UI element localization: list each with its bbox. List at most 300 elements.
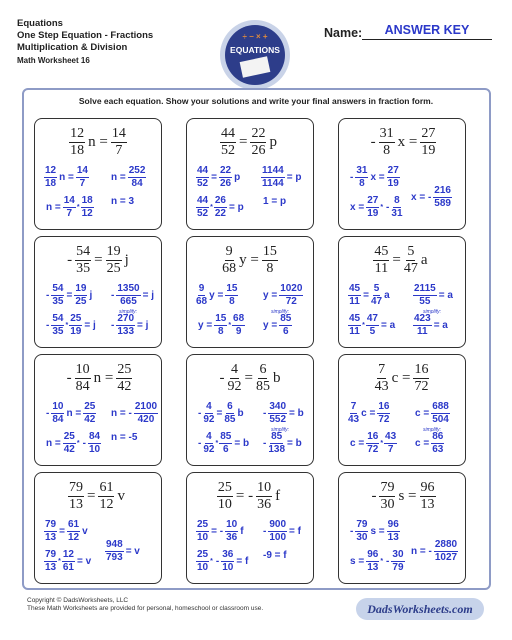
- equation-text: n =: [88, 134, 108, 150]
- usage-note: These Math Worksheets are provided for personal, homeschool or classroom use.: [27, 605, 264, 612]
- numerator: 12: [45, 165, 57, 176]
- denominator: 79: [392, 562, 404, 573]
- equation-text: c =: [415, 408, 430, 419]
- fraction: [214, 196, 227, 219]
- numerator: 15: [226, 283, 238, 294]
- denominator: 8: [383, 143, 391, 158]
- numerator: 4: [206, 401, 212, 412]
- solution-step: [413, 314, 450, 337]
- fraction: [225, 520, 238, 543]
- fraction: [433, 186, 452, 209]
- equation-text: = j: [137, 320, 149, 331]
- equation-text: =: [363, 290, 369, 301]
- fraction: [377, 402, 390, 425]
- equation-text: f: [275, 488, 281, 504]
- fraction: [221, 550, 234, 573]
- simplify-label: simplify:: [271, 427, 290, 433]
- denominator: 42: [117, 379, 132, 394]
- equation-text: -: [198, 438, 202, 449]
- fraction: [69, 127, 85, 158]
- logo-text: EQUATIONS: [230, 45, 280, 55]
- fraction: [44, 520, 57, 543]
- denominator: 13: [45, 562, 57, 573]
- denominator: 10: [197, 562, 209, 573]
- equation-text: s =: [398, 488, 417, 504]
- numerator: 31: [356, 165, 368, 176]
- solution-step: [109, 402, 158, 425]
- denominator: 6: [222, 444, 229, 455]
- denominator: 25: [106, 261, 121, 276]
- denominator: 13: [420, 497, 435, 512]
- numerator: 96: [367, 549, 379, 560]
- denominator: 11: [349, 326, 360, 337]
- numerator: 85: [271, 431, 283, 442]
- numerator: 948: [106, 539, 123, 550]
- denominator: 30: [380, 497, 395, 512]
- fraction: [228, 363, 242, 394]
- fraction: [256, 363, 270, 394]
- denominator: 92: [227, 379, 242, 394]
- fraction: [431, 402, 450, 425]
- numerator: 22: [251, 126, 266, 141]
- numerator: 27: [421, 126, 436, 141]
- equation: [339, 481, 465, 512]
- name-field: ANSWER KEY: [362, 23, 492, 40]
- fraction: [98, 481, 114, 512]
- numerator: 25: [217, 480, 232, 495]
- solution-step: [44, 520, 90, 543]
- fraction: [348, 314, 361, 337]
- fraction: [413, 314, 432, 337]
- equation-text: 1 = p: [263, 196, 287, 207]
- equation-text: n =: [59, 172, 74, 183]
- denominator: 43: [348, 414, 360, 425]
- numerator: 1020: [280, 283, 303, 294]
- denominator: 504: [432, 414, 449, 425]
- equation: [339, 245, 465, 276]
- numerator: 79: [45, 549, 57, 560]
- numerator: 900: [269, 519, 287, 530]
- numerator: 84: [88, 431, 101, 442]
- multiply-sign: *: [65, 322, 69, 329]
- denominator: 13: [69, 497, 84, 512]
- equation-text: = b: [287, 438, 302, 449]
- solution-step: [261, 402, 306, 425]
- numerator: 4: [231, 362, 239, 377]
- equation-text: -: [46, 320, 50, 331]
- equation: [35, 481, 161, 512]
- equation-text: -9 = f: [263, 550, 287, 561]
- numerator: 25: [197, 519, 209, 530]
- denominator: 10: [88, 444, 101, 455]
- fraction: [262, 245, 278, 276]
- numerator: 16: [378, 401, 390, 412]
- fraction: [375, 363, 389, 394]
- name-label: Name:: [324, 26, 363, 40]
- simplify-label: simplify:: [119, 309, 138, 315]
- denominator: 52: [197, 208, 209, 219]
- fraction: [51, 314, 64, 337]
- numerator: 216: [434, 185, 451, 196]
- numerator: 25: [197, 549, 209, 560]
- denominator: 552: [269, 414, 287, 425]
- numerator: 6: [227, 401, 233, 412]
- denominator: 5: [369, 326, 376, 337]
- solution-step: [348, 166, 400, 189]
- simplify-label: simplify:: [271, 309, 290, 315]
- multiply-sign: *: [215, 440, 219, 447]
- fraction: [268, 402, 287, 425]
- fraction: [268, 432, 285, 455]
- denominator: 26: [251, 143, 266, 158]
- numerator: 47: [366, 313, 378, 324]
- solution-step: [44, 314, 98, 337]
- equation-text: -: [46, 408, 50, 419]
- numerator: 44: [197, 195, 209, 206]
- solution-step: [44, 402, 96, 425]
- solution-step: [348, 196, 403, 219]
- denominator: 63: [432, 444, 444, 455]
- numerator: 79: [45, 519, 57, 530]
- equation: [339, 127, 465, 158]
- paper-icon: [240, 56, 271, 77]
- problem-card: [186, 472, 314, 584]
- fraction: [203, 432, 214, 455]
- solution-step: [261, 196, 288, 207]
- solution-step: [348, 314, 397, 337]
- denominator: 43: [374, 379, 389, 394]
- denominator: 31: [391, 208, 403, 219]
- solution-step: [261, 166, 303, 189]
- equation: [339, 363, 465, 394]
- equation-text: = p: [286, 172, 302, 183]
- solution-step: [196, 314, 245, 337]
- denominator: 589: [434, 198, 451, 209]
- equation-text: = v: [125, 546, 140, 557]
- fraction: [134, 402, 158, 425]
- fraction: [387, 166, 400, 189]
- denominator: 19: [421, 143, 436, 158]
- equation-text: = -: [235, 488, 254, 504]
- denominator: 12: [81, 208, 93, 219]
- fraction: [67, 520, 80, 543]
- problem-card: [34, 354, 162, 466]
- fraction: [63, 432, 76, 455]
- denominator: 85: [255, 379, 270, 394]
- equation-text: =: [211, 172, 217, 183]
- fraction: [68, 481, 84, 512]
- denominator: 18: [70, 143, 85, 158]
- math-symbols-icon: ÷ − × +: [242, 32, 268, 41]
- equation-text: c =: [415, 438, 430, 449]
- numerator: 86: [432, 431, 444, 442]
- denominator: 13: [387, 532, 399, 543]
- equation-text: -: [371, 488, 377, 504]
- fraction: [387, 520, 400, 543]
- fraction: [420, 481, 436, 512]
- denominator: 35: [76, 261, 91, 276]
- equation-text: =: [244, 370, 253, 386]
- fraction: [413, 284, 437, 307]
- numerator: 9: [198, 283, 205, 294]
- numerator: 26: [214, 195, 226, 206]
- problem-card: [338, 236, 466, 348]
- equation-text: -: [219, 370, 225, 386]
- fraction: [379, 481, 395, 512]
- denominator: 19: [387, 178, 399, 189]
- fraction: [69, 314, 82, 337]
- fraction: [220, 127, 236, 158]
- denominator: 36: [226, 532, 238, 543]
- numerator: 22: [219, 165, 232, 176]
- fraction: [116, 284, 140, 307]
- solution-step: [348, 432, 397, 455]
- numerator: 25: [84, 401, 96, 412]
- solution-step: [196, 432, 251, 455]
- numerator: 1144: [262, 165, 284, 176]
- solution-step: [413, 284, 455, 307]
- multiply-sign: *: [210, 558, 213, 565]
- fraction: [44, 166, 57, 189]
- denominator: 84: [52, 414, 64, 425]
- fraction: [391, 196, 402, 219]
- fraction: [88, 432, 101, 455]
- worksheet-topic: Multiplication & Division: [17, 42, 128, 53]
- multiply-sign: *: [380, 204, 384, 211]
- fraction: [379, 127, 395, 158]
- numerator: 688: [432, 401, 449, 412]
- numerator: 12: [62, 549, 74, 560]
- instructions: Solve each equation. Show your solutions and write your final answers in fraction form.: [78, 96, 434, 106]
- solution-step: [196, 166, 242, 189]
- denominator: 35: [52, 326, 64, 337]
- denominator: 8: [229, 296, 235, 307]
- fraction: [116, 363, 132, 394]
- denominator: 92: [203, 414, 215, 425]
- fraction: [371, 284, 382, 307]
- denominator: 26: [219, 178, 232, 189]
- fraction: [366, 314, 379, 337]
- multiply-sign: *: [76, 440, 80, 447]
- numerator: 54: [76, 244, 91, 259]
- multiply-sign: *: [228, 322, 232, 329]
- solution-step: [261, 550, 289, 561]
- solution-step: [261, 520, 303, 543]
- numerator: 2100: [134, 401, 158, 412]
- denominator: 10: [222, 562, 234, 573]
- numerator: 252: [128, 165, 146, 176]
- worksheet-subtitle: One Step Equation - Fractions: [17, 30, 154, 41]
- equation-text: p: [234, 172, 241, 183]
- denominator: 1144: [262, 178, 284, 189]
- denominator: 10: [217, 497, 232, 512]
- denominator: 85: [224, 414, 236, 425]
- denominator: 22: [214, 208, 226, 219]
- fraction: [232, 314, 245, 337]
- solution-step: [261, 314, 292, 337]
- numerator: 79: [69, 480, 84, 495]
- fraction: [196, 196, 209, 219]
- fraction: [219, 432, 232, 455]
- problem-card: [34, 236, 162, 348]
- numerator: 68: [233, 313, 245, 324]
- equation-text: -: [46, 290, 50, 301]
- denominator: 8: [217, 326, 224, 337]
- fraction: [366, 432, 379, 455]
- denominator: 92: [203, 444, 215, 455]
- numerator: 25: [63, 431, 75, 442]
- equation-text: n = -: [411, 546, 432, 557]
- denominator: 7: [66, 208, 73, 219]
- solution-step: [348, 550, 405, 573]
- denominator: 36: [257, 497, 272, 512]
- worksheet-title: Equations: [17, 18, 63, 29]
- solution-step: [413, 402, 450, 425]
- equation-text: -: [111, 290, 115, 301]
- equation-text: =: [94, 252, 103, 268]
- denominator: 13: [367, 562, 379, 573]
- equation-text: n = 3: [111, 196, 135, 207]
- equation-text: -: [370, 134, 376, 150]
- solution-step: [44, 196, 94, 219]
- equation-text: =: [59, 526, 65, 537]
- solution-step: [196, 520, 246, 543]
- solution-step: [196, 284, 238, 307]
- numerator: 9: [225, 244, 233, 259]
- worksheet-number: Math Worksheet 16: [17, 56, 90, 65]
- fraction: [44, 550, 57, 573]
- denominator: 100: [269, 532, 287, 543]
- solution-step: [409, 186, 452, 209]
- numerator: 30: [392, 549, 404, 560]
- problem-card: [338, 354, 466, 466]
- equation-text: n = -5: [111, 432, 138, 443]
- equation-text: b: [237, 408, 244, 419]
- multiply-sign: *: [380, 558, 384, 565]
- fraction: [51, 402, 64, 425]
- numerator: 6: [259, 362, 267, 377]
- equation-text: -: [350, 172, 354, 183]
- equation-text: c =: [350, 438, 365, 449]
- numerator: 18: [81, 195, 93, 206]
- dadsworksheets-logo: [356, 598, 484, 620]
- denominator: 72: [367, 444, 379, 455]
- solution-step: [109, 284, 156, 307]
- numerator: 2880: [434, 539, 458, 550]
- numerator: 61: [99, 480, 114, 495]
- equation: [187, 127, 313, 158]
- denominator: 19: [70, 326, 82, 337]
- equation-text: = a: [433, 320, 448, 331]
- numerator: 1350: [117, 283, 140, 294]
- problem-card: [34, 472, 162, 584]
- denominator: 47: [403, 261, 418, 276]
- numerator: 54: [52, 283, 64, 294]
- denominator: 8: [266, 261, 274, 276]
- numerator: 5: [407, 244, 415, 259]
- numerator: 14: [63, 195, 75, 206]
- equation-text: -: [386, 556, 390, 567]
- numerator: 44: [197, 165, 209, 176]
- numerator: 270: [117, 313, 135, 324]
- denominator: 84: [131, 178, 143, 189]
- numerator: 16: [367, 431, 379, 442]
- equation-text: = v: [76, 556, 92, 567]
- equation-text: -: [215, 556, 220, 567]
- denominator: 1027: [434, 552, 458, 563]
- denominator: 72: [378, 414, 390, 425]
- fraction: [348, 402, 359, 425]
- fraction: [413, 363, 429, 394]
- numerator: 15: [215, 313, 227, 324]
- fraction: [214, 314, 227, 337]
- problem-card: [186, 354, 314, 466]
- numerator: 10: [226, 519, 238, 530]
- fraction: [83, 402, 96, 425]
- denominator: 68: [196, 296, 208, 307]
- denominator: 52: [197, 178, 209, 189]
- equation-text: = j: [84, 320, 96, 331]
- simplify-label: simplify:: [423, 309, 442, 315]
- denominator: 793: [106, 552, 123, 563]
- problem-card: [34, 118, 162, 230]
- numerator: 19: [106, 244, 121, 259]
- numerator: 14: [76, 165, 88, 176]
- denominator: 25: [75, 296, 87, 307]
- fraction: [225, 284, 238, 307]
- numerator: 85: [220, 431, 232, 442]
- fraction: [75, 363, 91, 394]
- equation-text: n =: [93, 370, 114, 386]
- equation-text: -: [386, 202, 390, 213]
- numerator: 31: [379, 126, 394, 141]
- solution-step: [196, 550, 250, 573]
- equation-text: =: [87, 488, 96, 504]
- numerator: 14: [111, 126, 126, 141]
- numerator: 27: [367, 195, 379, 206]
- equation-text: =: [66, 290, 73, 301]
- numerator: 7: [378, 362, 386, 377]
- fraction: [420, 127, 436, 158]
- numerator: 340: [269, 401, 287, 412]
- equation-text: y =: [263, 290, 278, 301]
- equation-text: = f: [289, 526, 301, 537]
- equation-text: = a: [438, 290, 453, 301]
- fraction: [203, 402, 214, 425]
- equation-text: x =: [397, 134, 418, 150]
- equation-text: j: [124, 252, 129, 268]
- fraction: [355, 166, 368, 189]
- denominator: 18: [45, 178, 57, 189]
- denominator: 665: [120, 296, 137, 307]
- numerator: 25: [117, 362, 132, 377]
- brand-text: DadsWorksheets.com: [367, 602, 473, 616]
- solution-step: [348, 284, 392, 307]
- numerator: 4: [206, 431, 212, 442]
- denominator: 72: [414, 379, 429, 394]
- equation-text: n =: [66, 408, 82, 419]
- solution-step: [109, 314, 150, 337]
- numerator: 15: [262, 244, 277, 259]
- fraction: [116, 314, 135, 337]
- equation-text: y =: [198, 320, 213, 331]
- equation: [187, 363, 313, 394]
- fraction: [219, 166, 232, 189]
- equation-text: =: [239, 134, 248, 150]
- fraction: [279, 314, 292, 337]
- fraction: [51, 284, 64, 307]
- multiply-sign: *: [210, 204, 213, 211]
